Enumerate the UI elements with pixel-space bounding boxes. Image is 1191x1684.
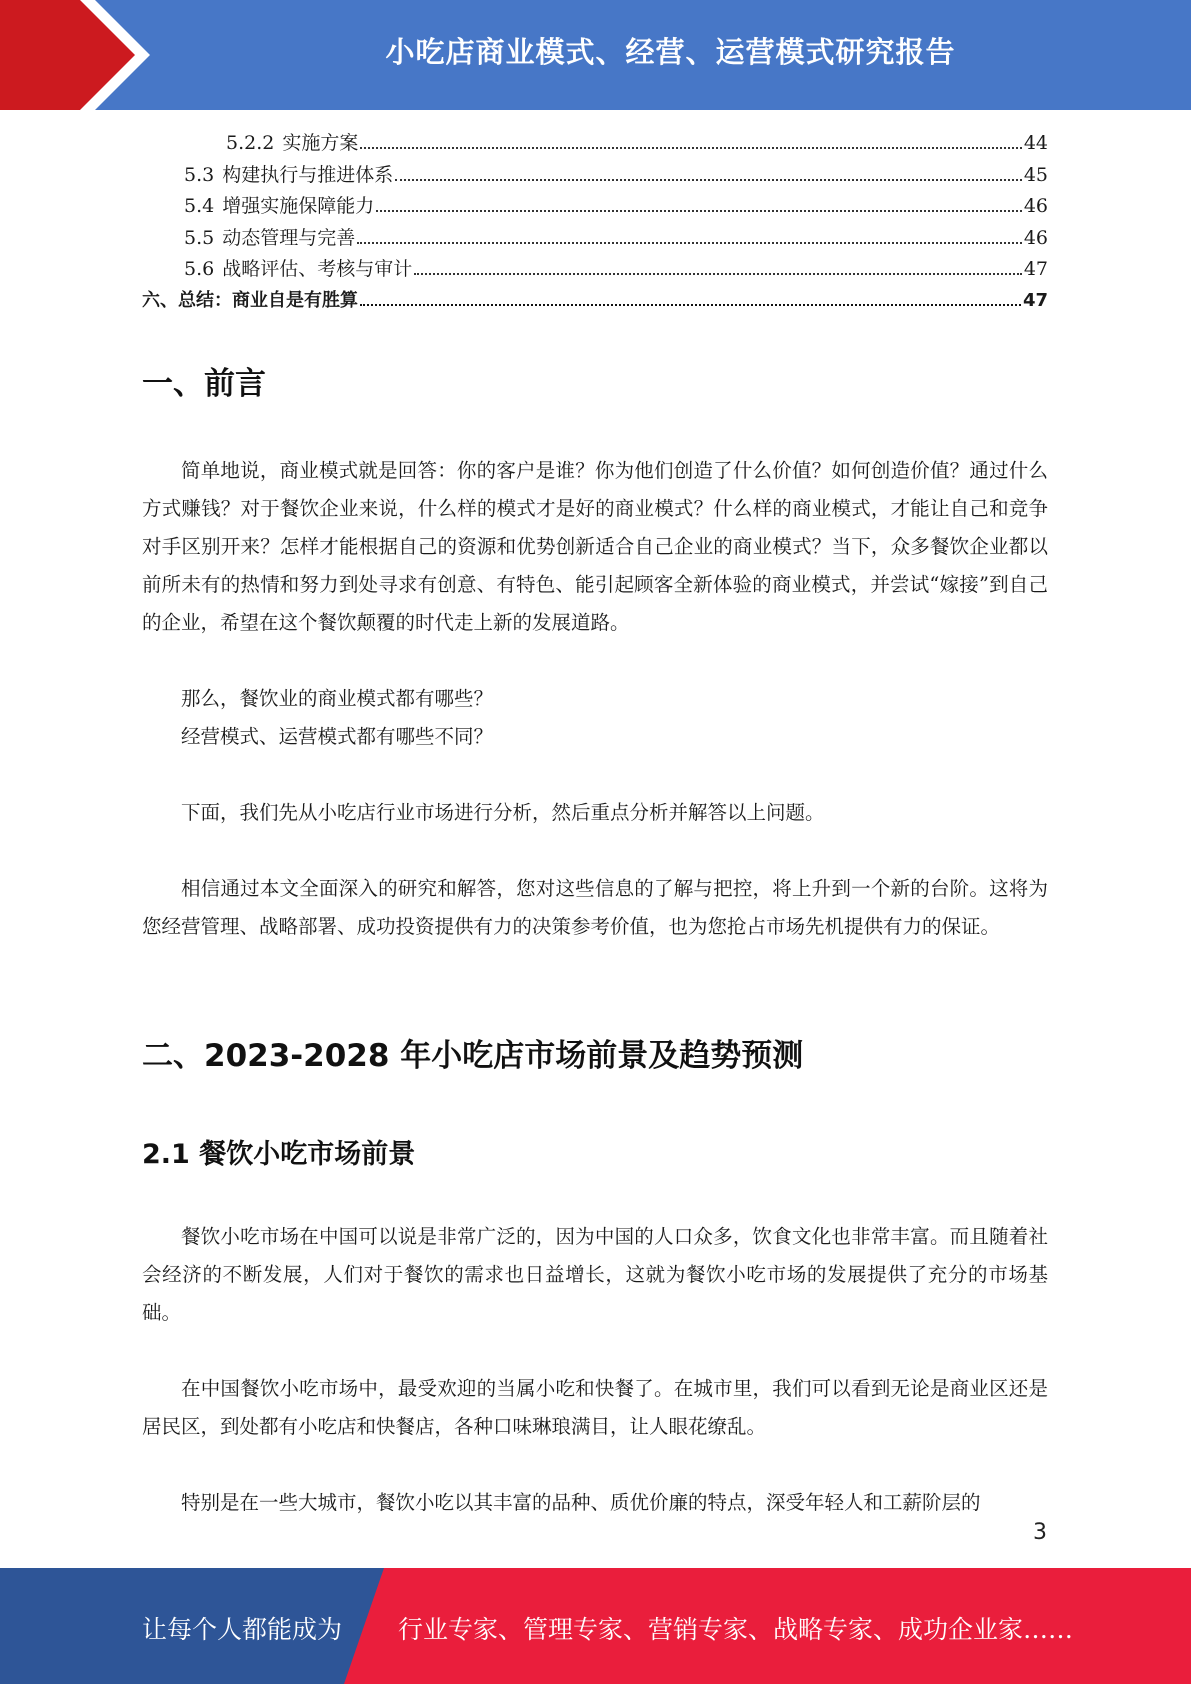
- toc-title: 构建执行与推进体系: [222, 163, 394, 186]
- page-header: [0, 0, 1191, 110]
- section-heading: 二、2023-2028 年小吃店市场前景及趋势预测: [142, 1038, 804, 1074]
- toc-page: 46: [1023, 195, 1048, 217]
- section-heading: 一、前言: [142, 366, 266, 402]
- table-of-contents: [142, 128, 1048, 317]
- paragraph: 特别是在一些大城市，餐饮小吃以其丰富的品种、质优价廉的特点，深受年轻人和工薪阶层的: [181, 1491, 981, 1514]
- subsection-heading: 2.1 餐饮小吃市场前景: [142, 1139, 416, 1170]
- toc-entry[interactable]: [142, 286, 1048, 318]
- toc-number: 5.5: [184, 226, 215, 249]
- toc-title: 增强实施保障能力: [222, 195, 375, 217]
- page-number: 3: [1033, 1520, 1047, 1545]
- document-title: 小吃店商业模式、经营、运营模式研究报告: [385, 35, 956, 69]
- toc-leader: [360, 147, 1021, 149]
- toc-leader: [376, 210, 1022, 212]
- paragraph: 餐饮小吃市场在中国可以说是非常广泛的，因为中国的人口众多，饮食文化也非常丰富。而且随着社会经济的不断发展，人们对于餐饮的需求也日益增长，这就为餐饮小吃市场的发展提供了充分的市场基础。: [142, 1225, 1048, 1324]
- toc-leader: [414, 273, 1022, 275]
- paragraph: 经营模式、运营模式都有哪些不同？: [181, 725, 494, 748]
- toc-number: 5.3: [184, 163, 215, 186]
- toc-entry[interactable]: [142, 254, 1048, 286]
- paragraph: 那么，餐饮业的商业模式都有哪些？: [181, 687, 494, 710]
- paragraph: 在中国餐饮小吃市场中，最受欢迎的当属小吃和快餐了。在城市里，我们可以看到无论是商业区还是居民区，到处都有小吃店和快餐店，各种口味琳琅满目，让人眼花缭乱。: [142, 1377, 1048, 1438]
- toc-title: 六、总结：商业自是有胜算: [142, 289, 358, 311]
- toc-title: 实施方案: [282, 132, 359, 154]
- paragraph: 下面，我们先从小吃店行业市场进行分析，然后重点分析并解答以上问题。: [181, 801, 825, 824]
- toc-page: 47: [1022, 289, 1048, 311]
- toc-entry[interactable]: [142, 160, 1048, 192]
- toc-leader: [360, 304, 1021, 306]
- toc-leader: [357, 242, 1022, 244]
- footer-slogan-left: 让每个人都能成为: [142, 1615, 343, 1644]
- toc-entry[interactable]: [142, 128, 1048, 160]
- toc-leader: [395, 179, 1022, 181]
- paragraph: 相信通过本文全面深入的研究和解答，您对这些信息的了解与把控，将上升到一个新的台阶。这将为您经营管理、战略部署、成功投资提供有力的决策参考价值，也为您抢占市场先机提供有力的保证。: [142, 877, 1048, 938]
- paragraph: 简单地说，商业模式就是回答：你的客户是谁？你为他们创造了什么价值？如何创造价值？通过什么方式赚钱？对于餐饮企业来说，什么样的模式才是好的商业模式？什么样的商业模式，才能让自己和竞争对手区别开来？怎样才能根据自己的资源和优势创新适合自己企业的商业模式？当下，众多餐饮企业都以前所未有的热情和努力到处寻求有创意、有特色、能引起顾客全新体验的商业模式，并尝试“嫁接”到自己的企业，希望在这个餐饮颠覆的时代走上新的发展道路。: [142, 459, 1048, 634]
- toc-page: 44: [1023, 132, 1048, 154]
- toc-entry[interactable]: [142, 191, 1048, 223]
- toc-number: 5.2.2: [226, 132, 275, 154]
- toc-entry[interactable]: [142, 223, 1048, 255]
- toc-title: 战略评估、考核与审计: [222, 258, 413, 280]
- toc-number: 5.4: [184, 195, 215, 217]
- page-footer: [0, 1568, 1191, 1684]
- toc-title: 动态管理与完善: [222, 226, 356, 249]
- toc-page: 46: [1023, 226, 1048, 249]
- toc-number: 5.6: [184, 258, 215, 280]
- footer-slogan-right: 行业专家、管理专家、营销专家、战略专家、成功企业家……: [398, 1615, 1074, 1644]
- toc-page: 45: [1023, 163, 1048, 186]
- toc-page: 47: [1023, 258, 1048, 280]
